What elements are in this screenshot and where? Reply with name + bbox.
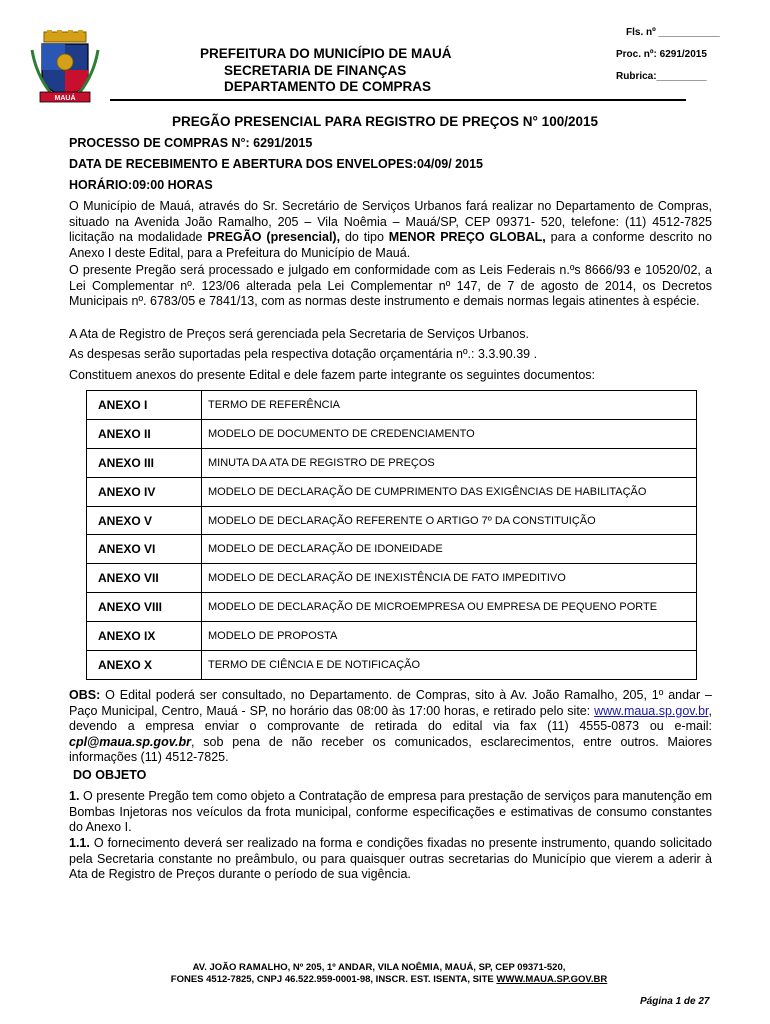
site-link[interactable]: www.maua.sp.gov.br — [594, 703, 709, 718]
annex-row — [87, 622, 697, 651]
annex-description: MODELO DE DECLARAÇÃO DE IDONEIDADE — [202, 535, 697, 564]
legal-basis-paragraph: O presente Pregão será processado e julgado em conformidade com as Leis Federais n.ºs 8666/93 e 10520/02, a Lei Complementar nº. 123/06 alterada pela Lei Complementar nº 147, de 7 de agosto de 2014, os Decretos Municipais nº. 6783/05 e 7841/13, com as normas deste instrumento e demais normas legais atinentes à espécie. — [69, 263, 712, 308]
annex-code: ANEXO VII — [87, 564, 202, 593]
header-prefeitura: PREFEITURA DO MUNICÍPIO DE MAUÁ — [200, 46, 452, 61]
email-link[interactable]: cpl@maua.sp.gov.br — [69, 734, 191, 749]
annex-code: ANEXO I — [87, 391, 202, 420]
document-title: PREGÃO PRESENCIAL PARA REGISTRO DE PREÇOS N° 100/2015 — [171, 114, 598, 129]
annex-description: MODELO DE DECLARAÇÃO DE INEXISTÊNCIA DE FATO IMPEDITIVO — [202, 564, 697, 593]
annex-code: ANEXO V — [87, 506, 202, 535]
intro-paragraph: O Município de Mauá, através do Sr. Secretário de Serviços Urbanos fará realizar no Departamento de Compras, situado na Avenida João Ramalho, 205 – Vila Noêmia – Mauá/SP, CEP 09371- 520, telefone: (11) 4512-7825 licitação na modalidade PREGÃO (presencial), do tipo MENOR PREÇO GLOBAL, para a conforme descrito no Anexo I deste Edital, para a Prefeitura do Município de Mauá. — [69, 199, 712, 260]
annex-table — [86, 390, 697, 680]
annex-description: TERMO DE REFERÊNCIA — [202, 391, 697, 420]
annex-description: MODELO DE DOCUMENTO DE CREDENCIAMENTO — [202, 419, 697, 448]
annex-row — [87, 593, 697, 622]
header-secretaria: SECRETARIA DE FINANÇAS — [224, 63, 407, 78]
data-recebimento-line: DATA DE RECEBIMENTO E ABERTURA DOS ENVELOPES:04/09/ 2015 — [69, 157, 483, 171]
annex-row — [87, 535, 697, 564]
annex-row — [87, 391, 697, 420]
proc-number: Proc. nº: 6291/2015 — [616, 49, 707, 60]
despesas-paragraph: As despesas serão suportadas pela respectiva dotação orçamentária nº.: 3.3.90.39 . — [69, 347, 538, 361]
annex-description: TERMO DE CIÊNCIA E DE NOTIFICAÇÃO — [202, 651, 697, 680]
annex-row — [87, 448, 697, 477]
header-rule — [110, 99, 686, 101]
annex-code: ANEXO X — [87, 651, 202, 680]
fls-field: Fls. nº ___________ — [626, 27, 720, 38]
annex-description: MODELO DE PROPOSTA — [202, 622, 697, 651]
annex-row — [87, 477, 697, 506]
crest-label: MAUÁ — [54, 95, 76, 102]
obs-paragraph: OBS: O Edital poderá ser consultado, no Departamento. de Compras, sito à Av. João Ramalho, 205, 1º andar – Paço Municipal, Centro, Mauá - SP, no horário das 08:00 às 17:00 horas, e retirado pelo site: www.maua.sp.gov.br, devendo a empresa enviar o comprovante de retirada do edital via fax (11) 4555-0873 ou e-mail: cpl@maua.sp.gov.br, sob pena de não receber os comunicados, esclarecimentos, entre outros. Maiores informações (11) 4512-7825. — [69, 688, 712, 764]
processo-line: PROCESSO DE COMPRAS N°: 6291/2015 — [69, 136, 313, 150]
ata-paragraph: A Ata de Registro de Preços será gerenciada pela Secretaria de Serviços Urbanos. — [69, 327, 529, 341]
annex-description: MINUTA DA ATA DE REGISTRO DE PREÇOS — [202, 448, 697, 477]
annex-code: ANEXO IV — [87, 477, 202, 506]
footer-address: AV. JOÃO RAMALHO, Nº 205, 1º ANDAR, VILA NOÊMIA, MAUÁ, SP, CEP 09371-520, — [192, 962, 566, 973]
footer-contact: FONES 4512-7825, CNPJ 46.522.959-0001-98, INSCR. EST. ISENTA, SITE WWW.MAUA.SP.GOV.BR — [170, 974, 608, 985]
annex-description: MODELO DE DECLARAÇÃO REFERENTE O ARTIGO 7º DA CONSTITUIÇÃO — [202, 506, 697, 535]
anexos-intro-paragraph: Constituem anexos do presente Edital e dele fazem parte integrante os seguintes documentos: — [69, 368, 596, 382]
annex-code: ANEXO IX — [87, 622, 202, 651]
header-departamento: DEPARTAMENTO DE COMPRAS — [224, 79, 432, 94]
annex-code: ANEXO III — [87, 448, 202, 477]
horario-line: HORÁRIO:09:00 HORAS — [69, 178, 213, 192]
annex-description: MODELO DE DECLARAÇÃO DE CUMPRIMENTO DAS EXIGÊNCIAS DE HABILITAÇÃO — [202, 477, 697, 506]
annex-row — [87, 506, 697, 535]
annex-row — [87, 564, 697, 593]
objeto-item-1: 1. O presente Pregão tem como objeto a Contratação de empresa para prestação de serviços para manutenção em Bombas Injetoras nos veículos da frota municipal, conforme especificações e estimativas de consumo constantes do Anexo I. — [69, 789, 712, 834]
annex-description: MODELO DE DECLARAÇÃO DE MICROEMPRESA OU EMPRESA DE PEQUENO PORTE — [202, 593, 697, 622]
objeto-item-1-1: 1.1. O fornecimento deverá ser realizado na forma e condições fixadas no presente instrumento, quando solicitado pela Secretaria constante no preâmbulo, ou para quaisquer outras secretarias do Município que vierem a aderir à Ata de Registro de Preços durante o período de sua vigência. — [69, 836, 712, 881]
annex-row — [87, 419, 697, 448]
municipal-crest-logo — [30, 30, 100, 104]
footer-site-link[interactable]: WWW.MAUA.SP.GOV.BR — [496, 974, 608, 985]
objeto-heading: DO OBJETO — [73, 768, 147, 782]
page-number: Página 1 de 27 — [640, 996, 710, 1007]
rubrica-field: Rubrica:_________ — [616, 71, 707, 82]
annex-code: ANEXO VIII — [87, 593, 202, 622]
annex-row — [87, 651, 697, 680]
annex-code: ANEXO VI — [87, 535, 202, 564]
annex-code: ANEXO II — [87, 419, 202, 448]
